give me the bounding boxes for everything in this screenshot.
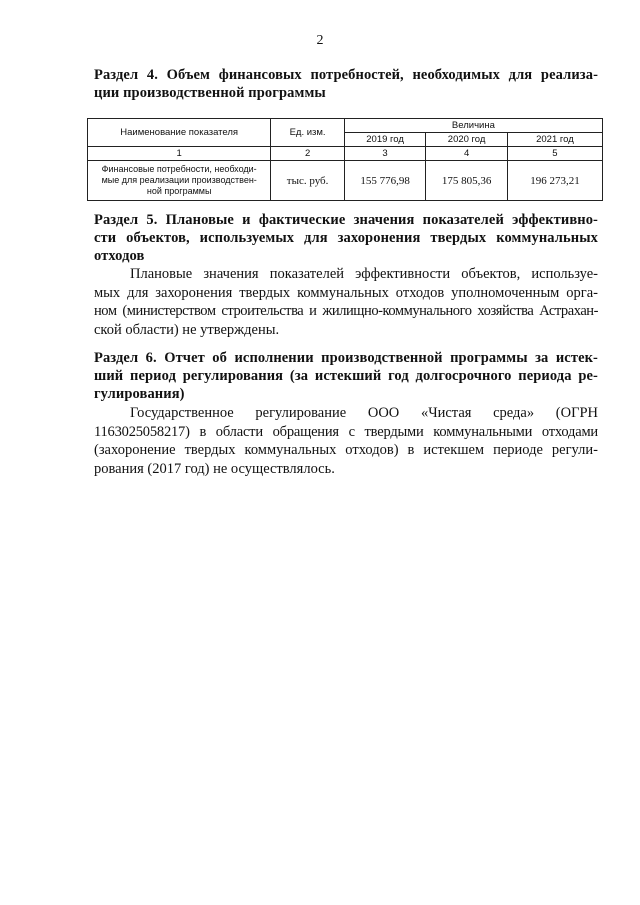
page-number: 2 xyxy=(316,33,324,48)
section-6-body-line: Государственное регулирование ООО «Чистая среда» (ОГРН xyxy=(130,405,598,421)
header-year-2021: 2021 год xyxy=(507,133,602,147)
indicator-name-line: Финансовые потребности, необходи- xyxy=(101,164,257,174)
section-4-heading-line: ции производственной программы xyxy=(94,85,326,101)
section-5-heading-line: сти объектов, используемых для захоронения твердых коммунальных xyxy=(94,230,598,246)
indicator-name-line: мые для реализации производствен- xyxy=(101,175,257,185)
section-5-body xyxy=(94,265,598,339)
section-5-body-line: ской области) не утверждены. xyxy=(94,321,280,338)
section-6-heading-line: ший период регулирования (за истекший год долгосрочного периода ре- xyxy=(94,368,598,384)
section-6-heading xyxy=(94,349,598,403)
header-unit: Ед. изм. xyxy=(271,119,344,147)
unit-cell: тыс. руб. xyxy=(271,161,344,201)
index-cell: 1 xyxy=(88,147,271,161)
index-cell: 4 xyxy=(426,147,508,161)
header-year-2020: 2020 год xyxy=(426,133,508,147)
value-2019-cell: 155 776,98 xyxy=(344,161,426,201)
section-6-body-line: 1163025058217) в области обращения с твердыми коммунальными отходами xyxy=(94,423,598,440)
header-value-group: Величина xyxy=(344,119,602,133)
section-4-heading xyxy=(94,66,598,102)
index-cell: 3 xyxy=(344,147,426,161)
section-6-body-line: рования (2017 год) не осуществлялось. xyxy=(94,460,335,477)
section-6-body-line: (захоронение твердых коммунальных отходов) в истекшем периоде регули- xyxy=(94,442,598,458)
section-4-heading-line: Раздел 4. Объем финансовых потребностей, необходимых для реализа- xyxy=(94,67,598,83)
section-6-heading-line: гулирования) xyxy=(94,386,185,402)
index-cell: 2 xyxy=(271,147,344,161)
section-5-body-line: мых для захоронения твердых коммунальных отходов уполномоченным орга- xyxy=(94,284,598,301)
financial-needs-table xyxy=(87,118,603,201)
index-cell: 5 xyxy=(507,147,602,161)
section-5-body-line: ном (министерством строительства и жилищно-коммунального хозяйства Астрахан- xyxy=(94,303,598,319)
header-year-2019: 2019 год xyxy=(344,133,426,147)
table-row xyxy=(88,161,603,201)
indicator-name-cell xyxy=(88,161,271,201)
header-indicator-name: Наименование показателя xyxy=(88,119,271,147)
value-2020-cell: 175 805,36 xyxy=(426,161,508,201)
section-5-body-line: Плановые значения показателей эффективности объектов, используе- xyxy=(130,266,598,282)
section-5-heading xyxy=(94,211,598,265)
section-5-heading-line: отходов xyxy=(94,248,145,264)
indicator-name-line: ной программы xyxy=(146,186,212,196)
value-2021-cell: 196 273,21 xyxy=(507,161,602,201)
section-6-body xyxy=(94,404,598,478)
section-5-heading-line: Раздел 5. Плановые и фактические значения показателей эффективно- xyxy=(94,212,598,228)
section-6-heading-line: Раздел 6. Отчет об исполнении производственной программы за истек- xyxy=(94,350,598,366)
table-index-row xyxy=(88,147,603,161)
